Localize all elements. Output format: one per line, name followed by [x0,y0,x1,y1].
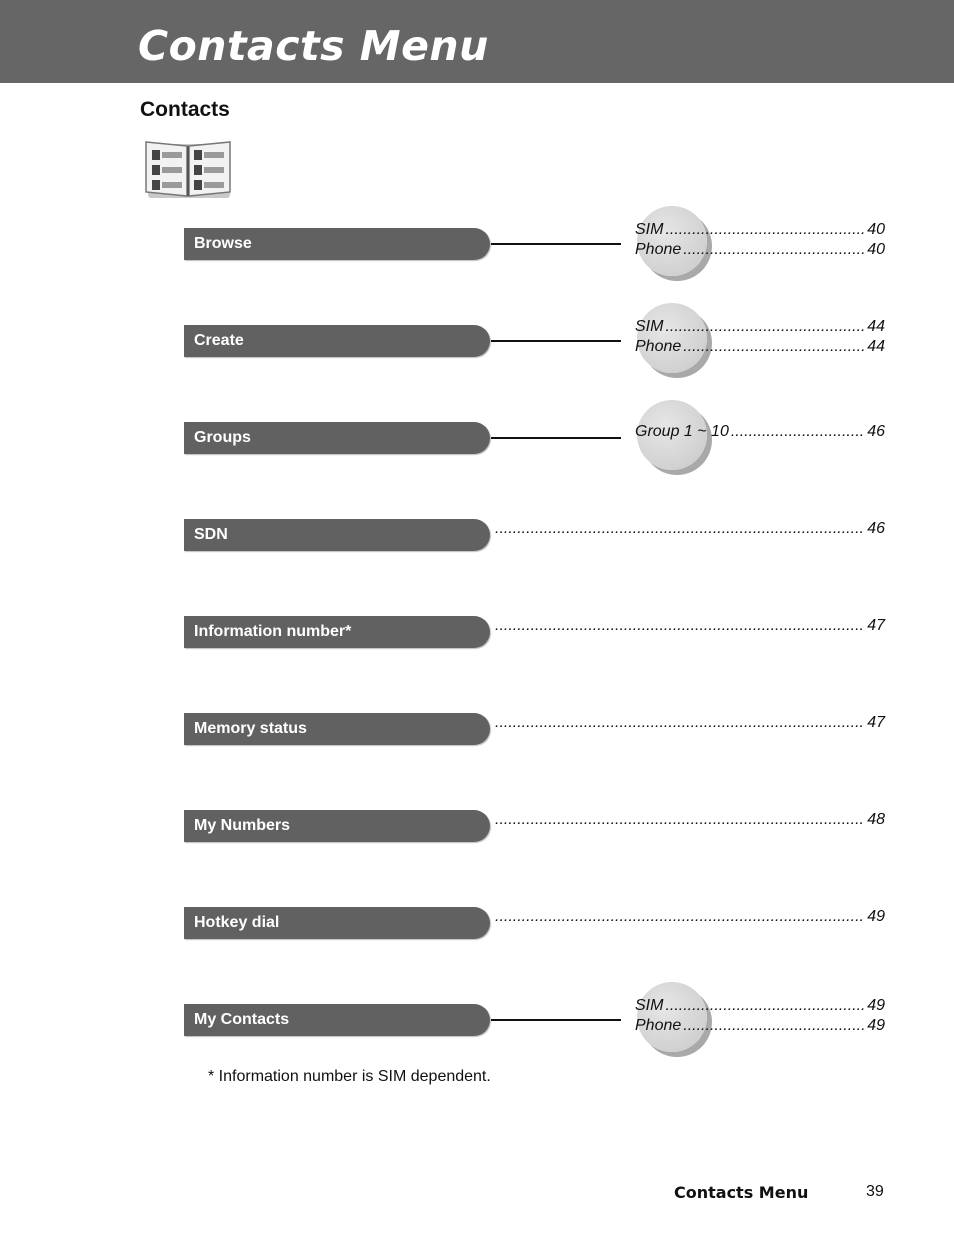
menu-item-label: Create [194,332,244,349]
reference-page: 48 [867,811,885,828]
page-reference [495,714,885,734]
connector-line [491,437,621,439]
submenu-page: 49 [867,997,885,1014]
menu-item-label: Memory status [194,720,307,737]
submenu-name: SIM [635,997,664,1014]
connector-line [491,340,621,342]
menu-item-groups[interactable] [184,422,490,454]
submenu-page: 44 [867,318,885,335]
menu-item-my-contacts[interactable] [184,1004,490,1036]
submenu-name: Phone [635,338,682,355]
reference-page: 47 [867,617,885,634]
menu-item-label: My Contacts [194,1011,290,1028]
menu-item-my-numbers[interactable] [184,810,490,842]
submenu-line [635,318,885,338]
submenu-line [635,423,885,443]
page-reference [495,520,885,540]
menu-item-browse[interactable] [184,228,490,260]
submenu-line [635,997,885,1017]
menu-item-create[interactable] [184,325,490,357]
submenu-name: Group 1 ~ 10 [635,423,729,440]
menu-item-information-number[interactable] [184,616,490,648]
submenu-name: Phone [635,241,682,258]
menu-item-label: Hotkey dial [194,914,280,931]
header-band [0,0,954,83]
menu-item-label: Groups [194,429,251,446]
address-book-icon [144,138,232,200]
menu-item-memory-status[interactable] [184,713,490,745]
footer-title: Contacts Menu [674,1183,809,1202]
submenu-name: Phone [635,1017,682,1034]
submenu-line [635,221,885,241]
submenu-page: 40 [867,241,885,258]
submenu-line [635,241,885,261]
submenu-line [635,338,885,358]
submenu-name: SIM [635,221,664,238]
reference-page: 46 [867,520,885,537]
menu-item-label: Information number* [194,623,352,640]
submenu-page: 44 [867,338,885,355]
submenu-page: 49 [867,1017,885,1034]
page-reference [495,811,885,831]
connector-line [491,1019,621,1021]
section-title: Contacts [140,98,230,121]
menu-item-hotkey-dial[interactable] [184,907,490,939]
menu-item-label: SDN [194,526,228,543]
page-title: Contacts Menu [138,22,489,70]
menu-item-label: My Numbers [194,817,291,834]
page-reference [495,617,885,637]
menu-item-sdn[interactable] [184,519,490,551]
footnote: * Information number is SIM dependent. [208,1068,491,1085]
footer-page-number: 39 [866,1183,884,1200]
reference-page: 47 [867,714,885,731]
page-reference [495,908,885,928]
submenu-page: 46 [867,423,885,440]
menu-item-label: Browse [194,235,252,252]
submenu-line [635,1017,885,1037]
connector-line [491,243,621,245]
submenu-name: SIM [635,318,664,335]
submenu-page: 40 [867,221,885,238]
reference-page: 49 [867,908,885,925]
